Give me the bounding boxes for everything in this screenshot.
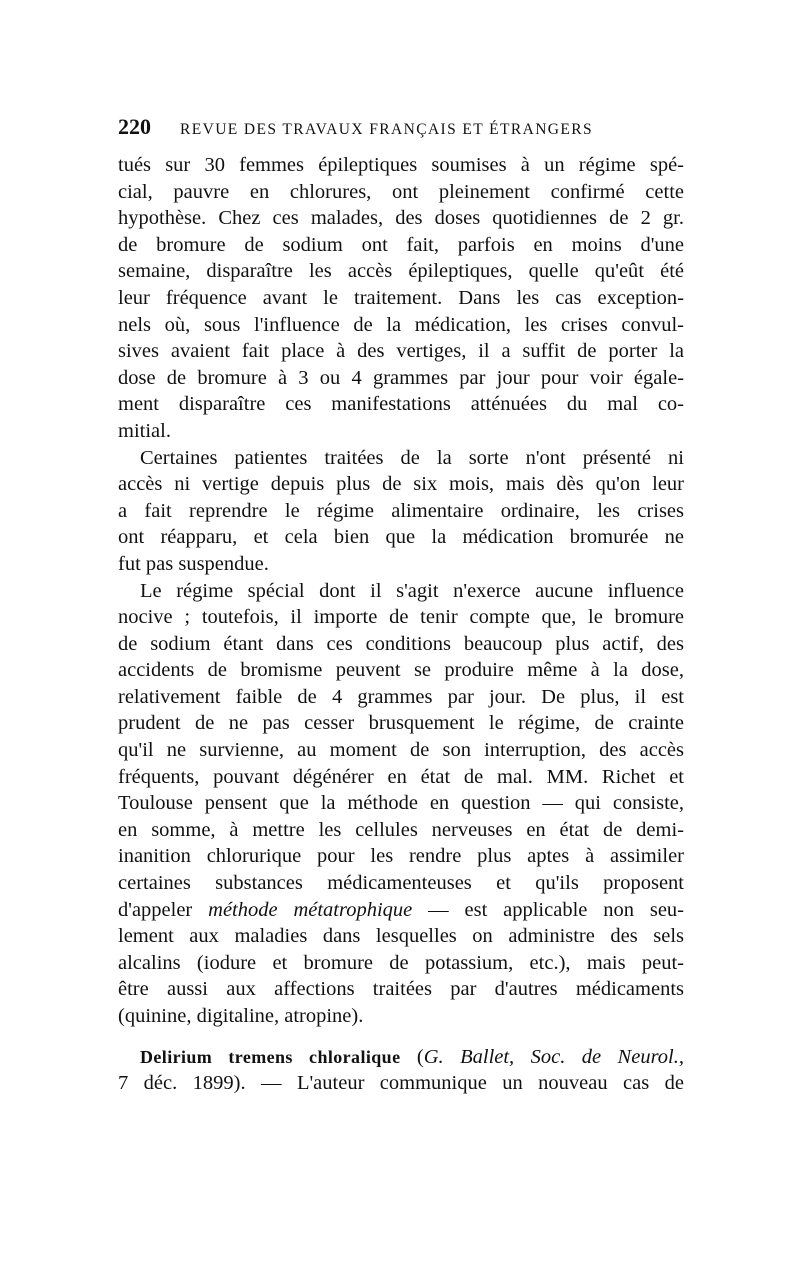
text-line: accès ni vertige depuis plus de six mois, mais dès qu'on leur	[118, 473, 684, 496]
body-text	[118, 152, 684, 1097]
text-line: relativement faible de 4 grammes par jour. De plus, il est	[118, 685, 684, 708]
text-line: dose de bromure à 3 ou 4 grammes par jour pour voir égale-	[118, 366, 684, 389]
text-line: de bromure de sodium ont fait, parfois en moins d'une	[118, 233, 684, 256]
text-line: ont réapparu, et cela bien que la médication bromurée ne	[118, 526, 684, 549]
text-line: cial, pauvre en chlorures, ont pleinement confirmé cette	[118, 180, 684, 203]
section-heading-line	[118, 1044, 684, 1071]
text-line: Toulouse pensent que la méthode en question — qui consiste,	[118, 792, 684, 815]
text-line: leur fréquence avant le traitement. Dans les cas exception-	[118, 286, 684, 309]
text-line: inanition chlorurique pour les rendre plus aptes à assimiler	[118, 845, 684, 868]
text-line: accidents de bromisme peuvent se produire même à la dose,	[118, 659, 684, 682]
text-span: — est applicable non seu-	[412, 898, 684, 921]
text-line: alcalins (iodure et bromure de potassium, etc.), mais peut-	[118, 951, 684, 974]
running-title: REVUE DES TRAVAUX FRANÇAIS ET ÉTRANGERS	[180, 121, 594, 138]
page-header	[118, 114, 684, 140]
text-line: mitial.	[118, 419, 171, 442]
text-line: sives avaient fait place à des vertiges, il a suffit de porter la	[118, 340, 684, 363]
section-gap	[118, 1030, 684, 1044]
text-line: tués sur 30 femmes épileptiques soumises à un régime spé-	[118, 154, 684, 176]
text-line: fréquents, pouvant dégénérer en état de mal. MM. Richet et	[118, 765, 684, 788]
reference-italic: G. Ballet, Soc. de Neurol.,	[423, 1045, 684, 1068]
text-line: lement aux maladies dans lesquelles on administre des sels	[118, 925, 684, 948]
text-span: (	[400, 1045, 424, 1068]
paragraph-start-line: Le régime spécial dont il s'agit n'exerce aucune influence	[140, 579, 684, 602]
text-line: 7 déc. 1899). — L'auteur communique un nouveau cas de	[118, 1072, 684, 1095]
text-line: certaines substances médicamenteuses et qu'ils proposent	[118, 872, 684, 895]
text-line: ment disparaître ces manifestations atténuées du mal co-	[118, 393, 684, 416]
text-line-with-italic	[118, 897, 684, 924]
text-line: nocive ; toutefois, il importe de tenir compte que, le bromure	[118, 606, 684, 629]
page-number: 220	[118, 114, 151, 139]
text-line: qu'il ne survienne, au moment de son interruption, des accès	[118, 739, 684, 762]
text-line: semaine, disparaître les accès épileptiques, quelle qu'eût été	[118, 260, 684, 283]
text-line: en somme, à mettre les cellules nerveuses en état de demi-	[118, 818, 684, 841]
text-line: hypothèse. Chez ces malades, des doses quotidiennes de 2 gr.	[118, 207, 684, 230]
text-line: prudent de ne pas cesser brusquement le régime, de crainte	[118, 712, 684, 735]
section-title: Delirium tremens chloralique	[140, 1046, 401, 1067]
text-span: d'appeler	[118, 898, 209, 921]
text-line: être aussi aux affections traitées par d'autres médicaments	[118, 978, 684, 1001]
text-line: (quinine, digitaline, atropine).	[118, 1005, 364, 1027]
italic-term: méthode métatrophique	[208, 898, 413, 921]
paragraph-start-line: Certaines patientes traitées de la sorte n'ont présenté ni	[140, 446, 684, 469]
text-line: a fait reprendre le régime alimentaire ordinaire, les crises	[118, 499, 684, 522]
text-line: fut pas suspendue.	[118, 552, 269, 575]
text-line: nels où, sous l'influence de la médication, les crises convul-	[118, 313, 684, 336]
text-line: de sodium étant dans ces conditions beaucoup plus actif, des	[118, 632, 684, 655]
